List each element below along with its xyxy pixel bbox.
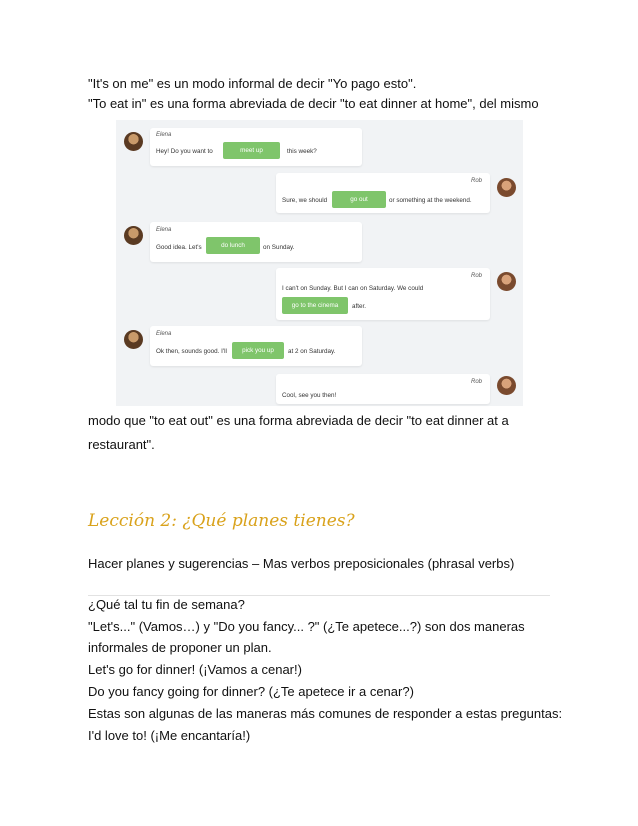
sender-name: Elena — [156, 132, 172, 138]
message-text: at 2 on Saturday. — [288, 348, 336, 355]
message-text: or something at the weekend. — [389, 197, 472, 204]
sender-name: Elena — [156, 227, 172, 233]
phrase-button: do lunch — [206, 237, 260, 254]
chat-bubble-rob-2 — [276, 268, 490, 320]
sender-name: Rob — [470, 178, 482, 184]
lesson-subtitle: Hacer planes y sugerencias – Mas verbos preposicionales (phrasal verbs) — [88, 556, 515, 571]
message-text: Good idea. Let's — [156, 244, 202, 251]
message-text: after. — [352, 303, 367, 310]
lesson-title: Lección 2: ¿Qué planes tienes? — [88, 511, 355, 531]
message-text: Ok then, sounds good. I'll — [156, 348, 227, 355]
rob-avatar — [497, 272, 516, 291]
elena-avatar — [124, 226, 143, 245]
message-text: this week? — [287, 148, 317, 155]
lesson-line: Let's go for dinner! (¡Vamos a cenar!) — [88, 662, 302, 677]
lesson-line: Estas son algunas de las maneras más comunes de responder a estas preguntas: — [88, 706, 563, 721]
message-text: I can't on Sunday. But I can on Saturday. We could — [282, 285, 424, 292]
message-text: Sure, we should — [282, 197, 328, 204]
phrase-button: go out — [332, 191, 386, 208]
sender-name: Rob — [470, 273, 482, 279]
message-text: Hey! Do you want to — [156, 148, 213, 155]
intro-line-2: "To eat in" es una forma abreviada de decir "to eat dinner at home", del mismo — [88, 96, 539, 111]
after-line-1: modo que "to eat out" es una forma abreviada de decir "to eat dinner at a — [88, 413, 509, 428]
phrase-button: pick you up — [232, 342, 284, 359]
chat-bubble-elena-2 — [150, 222, 362, 262]
lesson-line: I'd love to! (¡Me encantaría!) — [88, 728, 251, 743]
sender-name: Elena — [156, 331, 172, 337]
chat-bubble-elena-1 — [150, 128, 362, 166]
phrase-button: go to the cinema — [282, 297, 348, 314]
chat-bubble-rob-3 — [276, 374, 490, 404]
chat-illustration — [116, 120, 523, 406]
intro-line-1: "It's on me" es un modo informal de decir "Yo pago esto". — [88, 76, 417, 91]
divider — [88, 595, 550, 596]
sender-name: Rob — [470, 379, 482, 385]
elena-avatar — [124, 330, 143, 349]
rob-avatar — [497, 376, 516, 395]
elena-avatar — [124, 132, 143, 151]
phrase-button: meet up — [223, 142, 280, 159]
rob-avatar — [497, 178, 516, 197]
lesson-line: ¿Qué tal tu fin de semana? — [88, 597, 245, 612]
lesson-line: informales de proponer un plan. — [88, 640, 272, 655]
lesson-line: Do you fancy going for dinner? (¿Te apetece ir a cenar?) — [88, 684, 414, 699]
lesson-line: "Let's..." (Vamos…) y "Do you fancy... ?" (¿Te apetece...?) son dos maneras — [88, 619, 525, 634]
message-text: Cool, see you then! — [282, 392, 337, 399]
after-line-2: restaurant". — [88, 437, 155, 452]
chat-bubble-elena-3 — [150, 326, 362, 366]
chat-bubble-rob-1 — [276, 173, 490, 213]
message-text: on Sunday. — [263, 244, 295, 251]
